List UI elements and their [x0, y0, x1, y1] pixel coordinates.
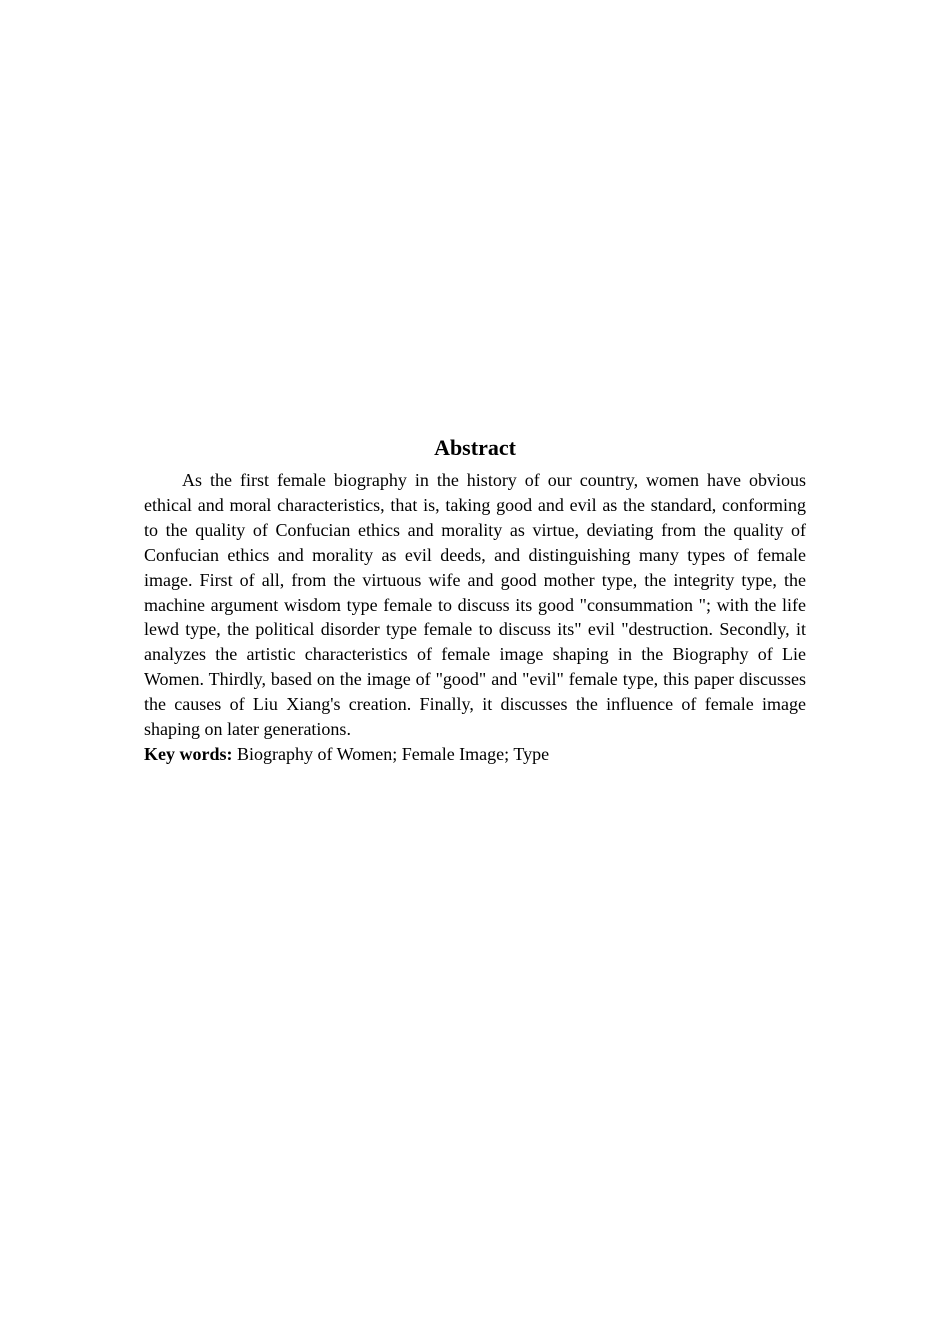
keywords-line	[144, 742, 806, 767]
abstract-section	[144, 432, 806, 767]
abstract-title: Abstract	[434, 435, 516, 460]
keywords-text: Biography of Women; Female Image; Type	[232, 743, 550, 764]
abstract-body: As the first female biography in the history of our country, women have obvious ethical and moral characteristics, that is, taking good and evil as the standard, conforming to the quality of Confucian ethics and morality as virtue, deviating from the quality of Confucian ethics and morality as evil deeds, and distinguishing many types of female image. First of all, from the virtuous wife and good mother type, the integrity type, the machine argument wisdom type female to discuss its good "consummation "; with the life lewd type, the political disorder type female to discuss its" evil "destruction. Secondly, it analyzes the artistic characteristics of female image shaping in the Biography of Lie Women. Thirdly, based on the image of "good" and "evil" female type, this paper discusses the causes of Liu Xiang's creation. Finally, it discusses the influence of female image shaping on later generations.	[144, 470, 806, 740]
keywords-label: Key words:	[144, 743, 233, 764]
